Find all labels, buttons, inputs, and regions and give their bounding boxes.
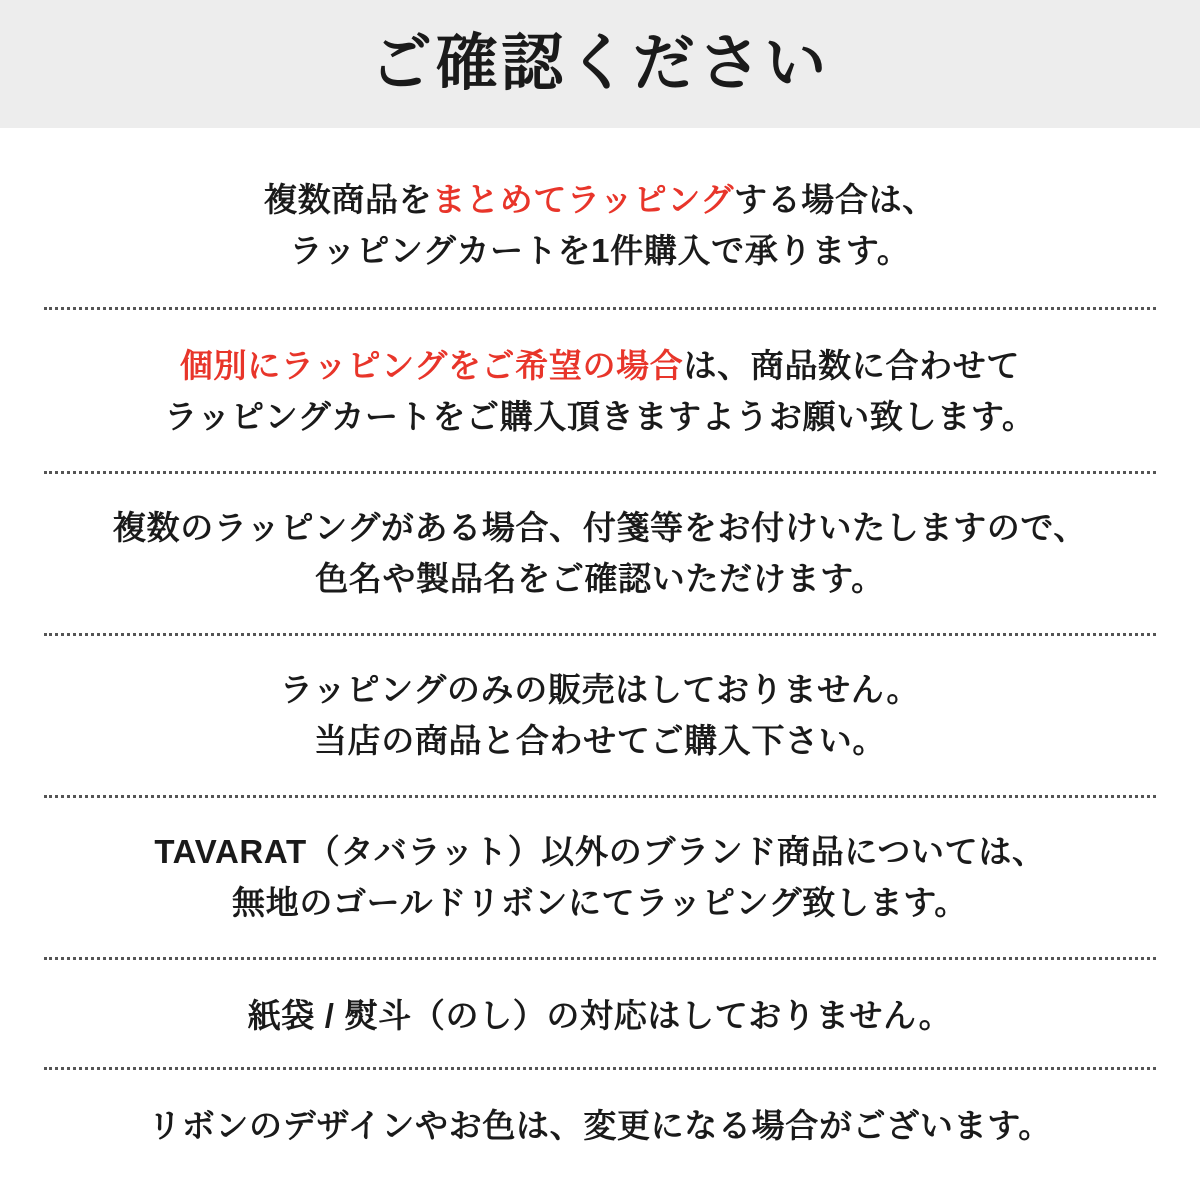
notice-line xyxy=(44,1100,1156,1151)
notice-line xyxy=(44,391,1156,442)
notice-text: 無地のゴールドリボンにてラッピング致します。 xyxy=(232,884,968,922)
notice-line xyxy=(44,664,1156,715)
notice-line xyxy=(44,715,1156,766)
notice-text: ラッピングカートをご購入頂きますようお願い致します。 xyxy=(164,398,1036,436)
notice-text: ラッピングカートを1件購入で承ります。 xyxy=(289,232,911,270)
notice-line xyxy=(44,174,1156,225)
notice-line xyxy=(44,340,1156,391)
notice-item xyxy=(44,310,1156,471)
page-title: ご確認ください xyxy=(369,29,831,98)
notice-line xyxy=(44,877,1156,928)
notice-item xyxy=(44,1070,1156,1171)
notice-text: TAVARAT（タバラット）以外のブランド商品については、 xyxy=(154,832,1046,870)
notice-text: 複数商品を xyxy=(264,181,433,218)
notice-line xyxy=(44,502,1156,553)
notice-text-highlight: まとめてラッピング xyxy=(432,181,734,218)
notice-text: 紙袋 / 熨斗（のし）の対応はしておりません。 xyxy=(247,996,953,1034)
notice-item xyxy=(44,636,1156,795)
notice-text: する場合は、 xyxy=(733,181,936,218)
notice-line xyxy=(44,225,1156,276)
notice-item xyxy=(44,474,1156,633)
notice-line xyxy=(44,990,1156,1041)
notice-text: リボンのデザインやお色は、変更になる場合がございます。 xyxy=(148,1107,1052,1145)
page-header xyxy=(0,0,1200,128)
notice-text: 色名や製品名をご確認いただけます。 xyxy=(315,560,885,598)
notice-item xyxy=(44,960,1156,1067)
notice-text: 当店の商品と合わせてご購入下さい。 xyxy=(313,722,887,760)
notice-list xyxy=(0,128,1200,1200)
notice-text: は、商品数に合わせて xyxy=(683,346,1021,384)
notice-text: ラッピングのみの販売はしておりません。 xyxy=(279,670,921,708)
notice-text: 複数のラッピングがある場合、付箋等をお付けいたしますので、 xyxy=(112,508,1088,546)
notice-line xyxy=(44,553,1156,604)
notice-line xyxy=(44,826,1156,877)
notice-text-highlight: 個別にラッピングをご希望の場合 xyxy=(179,346,684,384)
notice-item xyxy=(44,798,1156,957)
notice-item xyxy=(44,128,1156,307)
